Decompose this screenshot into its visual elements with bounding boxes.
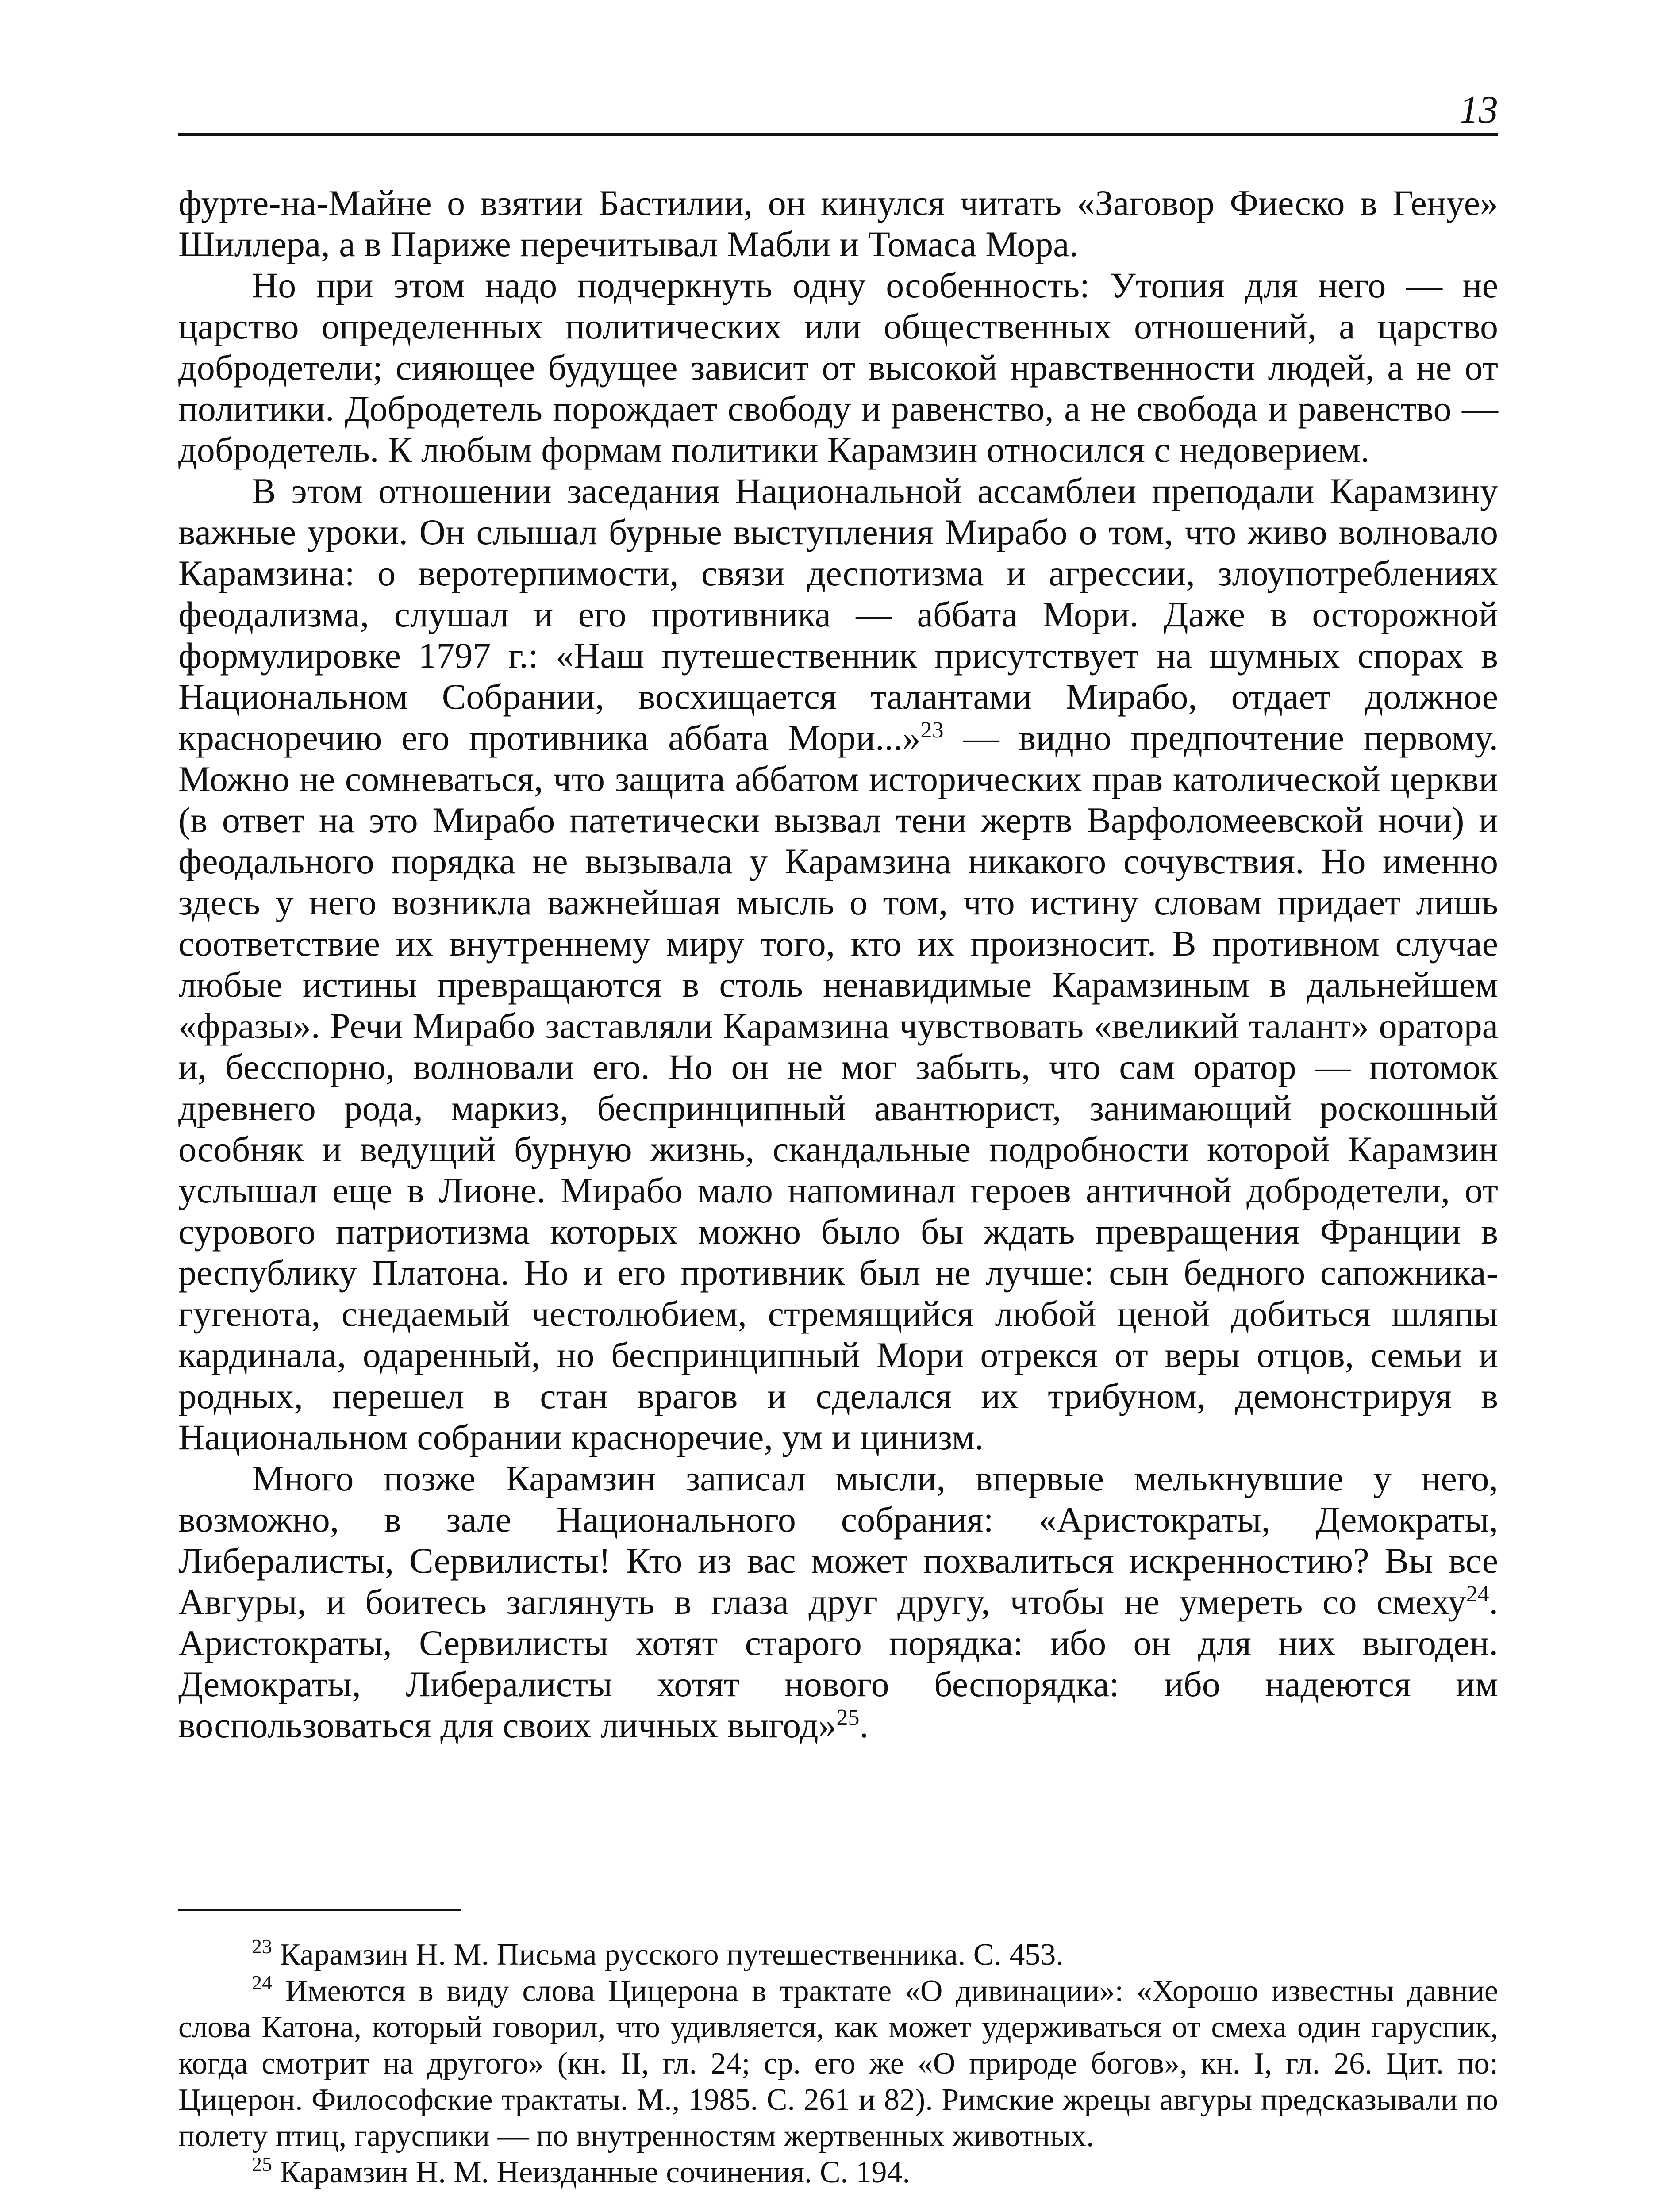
paragraph	[178, 1458, 1498, 1746]
page-number: 13	[1459, 88, 1498, 131]
footnote	[178, 1973, 1498, 2154]
footnotes	[178, 1937, 1498, 2191]
text-run: фурте-на-Майне о взятии Бастилии, он кинулся читать «Заговор Фиеско в Генуе» Шиллера, а в Париже перечитывал Мабли и Томаса Мора.	[178, 183, 1498, 264]
footnote-text: Карамзин Н. М. Неизданные сочинения. С. 194.	[272, 2155, 911, 2189]
paragraph	[178, 265, 1498, 470]
text-run: Но при этом надо подчеркнуть одну особенность: Утопия для него — не царство определенных политических или общественных отношений, а царство добродетели; сияющее будущее зависит от высокой нравственности людей, а не от политики. Добродетель порождает свободу и равенство, а не свобода и равенство — добродетель. К любым формам политики Карамзин относился с недоверием.	[178, 265, 1498, 470]
footnote-number: 24	[252, 1971, 272, 1994]
footnote-ref: 24	[1466, 1582, 1489, 1607]
text-run: Много позже Карамзин записал мысли, впервые мелькнувшие у него, возможно, в зале Национального собрания: «Аристократы, Демократы, Либералисты, Сервилисты! Кто из вас может похвалиться искренностию? Вы все Авгуры, и боитесь заглянуть в глаза друг другу, чтобы не умереть со смеху	[178, 1458, 1498, 1622]
paragraph	[178, 470, 1498, 1458]
text-run: .	[859, 1705, 869, 1745]
footnote-separator	[178, 1909, 461, 1911]
footnote	[178, 2154, 1498, 2191]
footnote-ref: 23	[920, 718, 944, 743]
header-rule	[178, 133, 1498, 136]
paragraph	[178, 182, 1498, 265]
footnote-ref: 25	[836, 1705, 860, 1730]
footnote-text: Карамзин Н. М. Письма русского путешественника. С. 453.	[272, 1938, 1064, 1972]
footnote-number: 23	[252, 1935, 272, 1958]
footnote-number: 25	[252, 2153, 272, 2175]
footnote-text: Имеются в виду слова Цицерона в трактате «О дивинации»: «Хорошо известны давние слова Катона, который говорил, что удивляется, как может удерживаться от смеха один гаруспик, когда смотрит на другого» (кн. II, гл. 24; ср. его же «О природе богов», кн. I, гл. 26. Цит. по: Цицерон. Философские трактаты. М., 1985. С. 261 и 82). Римские жрецы авгуры предсказывали по полету птиц, гаруспики — по внутренностям жертвенных животных.	[178, 1974, 1498, 2153]
footnote	[178, 1937, 1498, 1973]
text-run: В этом отношении заседания Национальной ассамблеи преподали Карамзину важные уроки. Он слышал бурные выступления Мирабо о том, что живо волновало Карамзина: о веротерпимости, связи деспотизма и агрессии, злоупотреблениях феодализма, слушал и его противника — аббата Мори. Даже в осторожной формулировке 1797 г.: «Наш путешественник присутствует на шумных спорах в Национальном Собрании, восхищается талантами Мирабо, отдает должное красноречию его противника аббата Мори...»	[178, 471, 1498, 758]
main-text	[178, 182, 1498, 1746]
text-run: . Аристократы, Сервилисты хотят старого порядка: ибо он для них выгоден. Демократы, Либералисты хотят нового беспорядка: ибо надеются им воспользоваться для своих личных выгод»	[178, 1582, 1498, 1745]
text-run: — видно предпочтение первому. Можно не сомневаться, что защита аббатом исторических прав католической церкви (в ответ на это Мирабо патетически вызвал тени жертв Варфоломеевской ночи) и феодального порядка не вызывала у Карамзина никакого сочувствия. Но именно здесь у него возникла важнейшая мысль о том, что истину словам придает лишь соответствие их внутреннему миру того, кто их произносит. В противном случае любые истины превращаются в столь ненавидимые Карамзиным в дальнейшем «фразы». Речи Мирабо заставляли Карамзина чувствовать «великий талант» оратора и, бесспорно, волновали его. Но он не мог забыть, что сам оратор — потомок древнего рода, маркиз, беспринципный авантюрист, занимающий роскошный особняк и ведущий бурную жизнь, скандальные подробности которой Карамзин услышал еще в Лионе. Мирабо мало напоминал героев античной добродетели, от сурового патриотизма которых можно было бы ждать превращения Франции в республику Платона. Но и его противник был не лучше: сын бедного сапожника-гугенота, снедаемый честолюбием, стремящийся любой ценой добиться шляпы кардинала, одаренный, но беспринципный Мори отрекся от веры отцов, семьи и родных, перешел в стан врагов и сделался их трибуном, демонстрируя в Национальном собрании красноречие, ум и цинизм.	[178, 718, 1498, 1457]
